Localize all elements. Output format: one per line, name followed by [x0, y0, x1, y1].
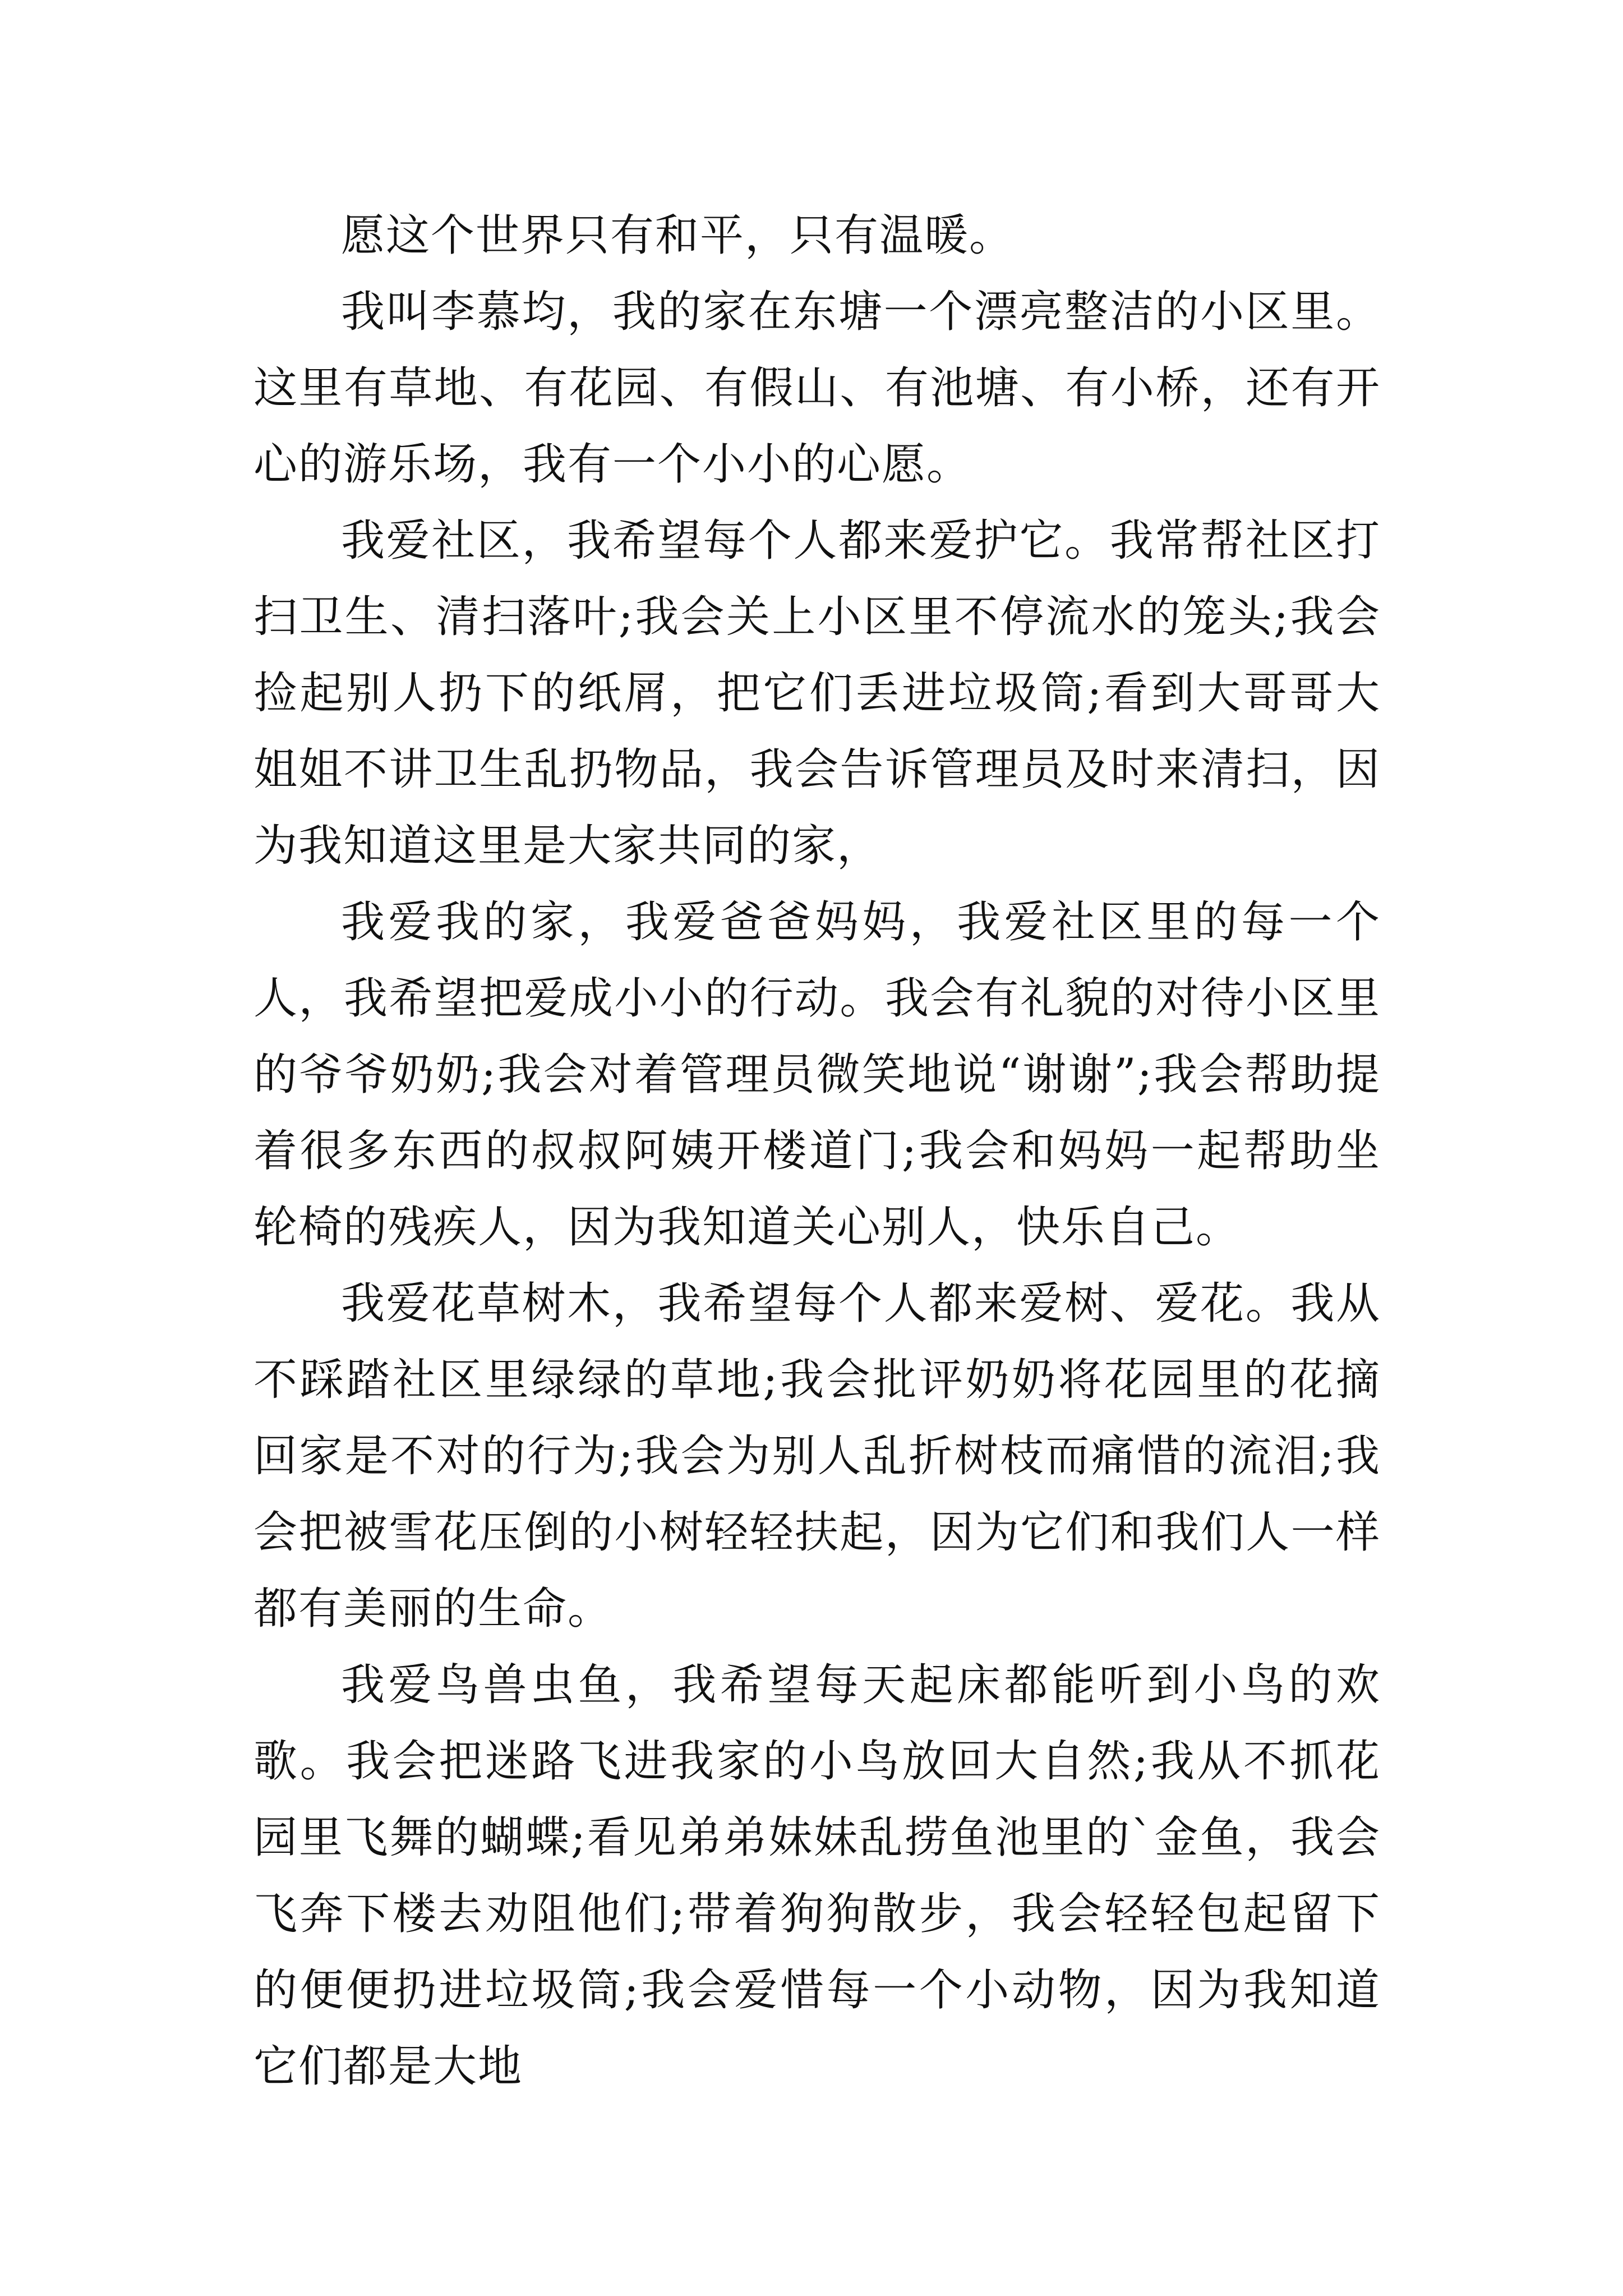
document-body: [253, 197, 1381, 2105]
paragraph-1: 愿这个世界只有和平，只有温暖。: [341, 210, 1015, 261]
paragraph-3: 我爱社区，我希望每个人都来爱护它。我常帮社区打扫卫生、清扫落叶;我会关上小区里不停流水的笼头;我会捡起别人扔下的纸屑，把它们丢进垃圾筒;看到大哥哥大姐姐不讲卫生乱扔物品，我会告诉管理员及时来清扫，因为我知道这里是大家共同的家，: [253, 516, 1381, 871]
paragraph-5: 我爱花草树木，我希望每个人都来爱树、爱花。我从不踩踏社区里绿绿的草地;我会批评奶奶将花园里的花摘回家是不对的行为;我会为别人乱折树枝而痛惜的流泪;我会把被雪花压倒的小树轻轻扶起，因为它们和我们人一样都有美丽的生命。: [253, 1278, 1381, 1634]
paragraph-2: 我叫李慕均，我的家在东塘一个漂亮整洁的小区里。这里有草地、有花园、有假山、有池塘、有小桥，还有开心的游乐场，我有一个小小的心愿。: [253, 287, 1381, 490]
paragraph-4: 我爱我的家，我爱爸爸妈妈，我爱社区里的每一个人，我希望把爱成小小的行动。我会有礼貌的对待小区里的爷爷奶奶;我会对着管理员微笑地说“谢谢”;我会帮助提着很多东西的叔叔阿姨开楼道门;我会和妈妈一起帮助坐轮椅的残疾人，因为我知道关心别人，快乐自己。: [253, 897, 1381, 1253]
paragraph-6: 我爱鸟兽虫鱼，我希望每天起床都能听到小鸟的欢歌。我会把迷路飞进我家的小鸟放回大自然;我从不抓花园里飞舞的蝴蝶;看见弟弟妹妹乱捞鱼池里的`金鱼，我会飞奔下楼去劝阻他们;带着狗狗散步，我会轻轻包起留下的便便扔进垃圾筒;我会爱惜每一个小动物，因为我知道它们都是大地: [253, 1660, 1381, 2092]
